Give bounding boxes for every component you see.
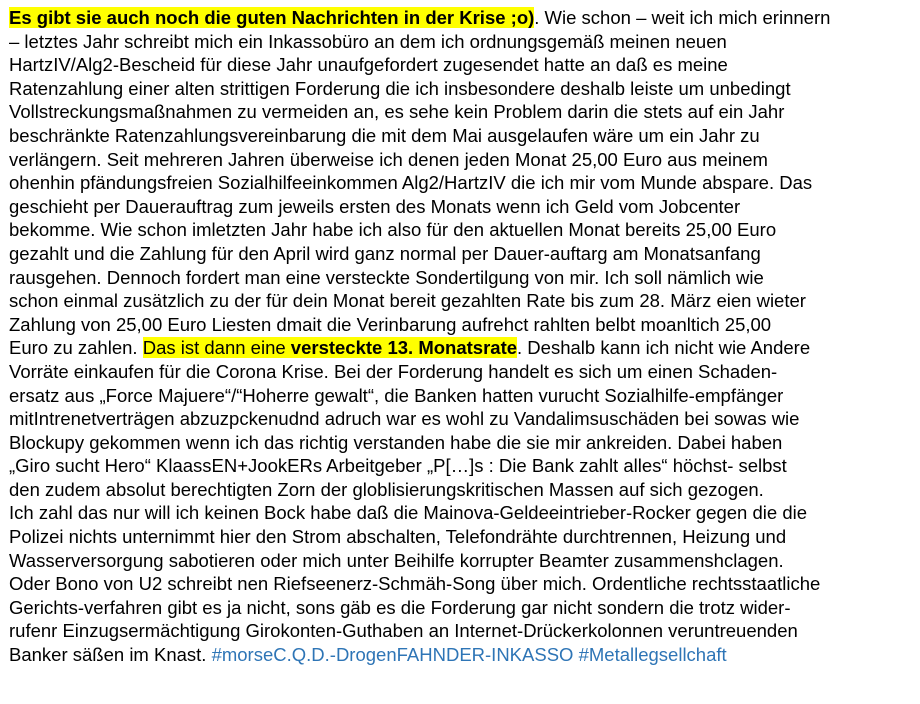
text-segment: . Wie schon – weit ich mich erinnern — [534, 7, 831, 28]
text-line-15 — [9, 336, 912, 360]
highlighted-phrase-bold: versteckte 13. Monatsrate — [290, 337, 518, 359]
text-line-2: – letztes Jahr schreibt mich ein Inkassobüro an dem ich ordnungsgemäß meinen neuen — [9, 30, 727, 52]
text-line-19: Blockupy gekommen wenn ich das richtig verstanden habe die sie mir ankreiden. Dabei haben — [9, 431, 783, 453]
text-line-10: bekomme. Wie schon imletzten Jahr habe ich also für den aktuellen Monat bereits 25,00 Euro — [9, 219, 777, 241]
text-line-20: „Giro sucht Hero“ KlaassEN+JookERs Arbeitgeber „P[…]s : Die Bank zahlt alles“ höchst- selbst — [9, 455, 787, 477]
text-line-22: Ich zahl das nur will ich keinen Bock habe daß die Mainova-Geldeeintrieber-Rocker gegen die die — [9, 502, 808, 524]
highlighted-phrase-plain: Das ist dann eine — [142, 337, 291, 359]
text-line-17: ersatz aus „Force Majuere“/“Hoherre gewalt“, die Banken hatten vurucht Sozialhilfe-empfänger — [9, 384, 784, 406]
highlighted-headline: Es gibt sie auch noch die guten Nachrichten in der Krise ;o) — [9, 7, 535, 28]
text-line-3: HartzIV/Alg2-Bescheid für diese Jahr unaufgefordert zugesendet hatte an daß es meine — [9, 54, 728, 76]
text-line-12: rausgehen. Dennoch fordert man eine versteckte Sondertilgung von mir. Ich soll nämlich wie — [9, 266, 764, 288]
text-line-23: Polizei nichts unternimmt hier den Strom abschalten, Telefondrähte durchtrennen, Heizung und — [9, 526, 787, 548]
text-segment: Banker säßen im Knast. — [9, 644, 212, 666]
highlighted-phrase — [143, 337, 517, 358]
text-segment: Euro zu zahlen. — [9, 337, 143, 359]
text-line-26: Gerichts-verfahren gibt es ja nicht, sons gäb es die Forderung gar nicht sondern die trotz wider- — [9, 596, 791, 618]
text-line-13: schon einmal zusätzlich zu der für dein Monat bereit gezahlten Rate bis zum 28. März eien wieter — [9, 290, 806, 312]
text-line-8: ohenhin pfändungsfreien Sozialhilfeeinkommen Alg2/HartzIV die ich mir vom Munde abspare. Das — [9, 172, 813, 194]
text-line-1 — [9, 6, 912, 30]
hashtag-link[interactable]: #morseC.Q.D.-DrogenFAHNDER-INKASSO — [211, 644, 574, 666]
text-line-28 — [9, 643, 912, 667]
text-line-24: Wasserversorgung sabotieren oder mich unter Beihilfe korrupter Beamter zusammenshclagen. — [9, 549, 784, 571]
text-line-18: mitIntrenetverträgen abzuzpckenudnd adruch war es wohl zu Vandalimsuschäden bei sowas wie — [9, 408, 800, 430]
text-line-11: gezahlt und die Zahlung für den April wird ganz normal per Dauer-auftarg am Monatsanfang — [9, 242, 761, 264]
text-line-16: Vorräte einkaufen für die Corona Krise. Bei der Forderung handelt es sich um einen Schaden- — [9, 360, 778, 382]
text-line-7: verlängern. Seit mehreren Jahren überweise ich denen jeden Monat 25,00 Euro aus meinem — [9, 148, 768, 170]
text-line-14: Zahlung von 25,00 Euro Liesten dmait die Verinbarung aufrehct rahlten belbt moanltich 25,00 — [9, 313, 772, 335]
text-line-4: Ratenzahlung einer alten strittigen Forderung die ich insbesondere deshalb leiste um unbedingt — [9, 77, 791, 99]
text-line-25: Oder Bono von U2 schreibt nen Riefseenerz-Schmäh-Song über mich. Ordentliche rechtsstaatliche — [9, 573, 821, 595]
text-line-5: Vollstreckungsmaßnahmen zu vermeiden an, es sehe kein Problem darin die stets auf ein Jahr — [9, 101, 785, 123]
text-line-21: den zudem absolut berechtigten Zorn der globlisierungskritischen Massen auf sich gezogen. — [9, 478, 764, 500]
text-line-9: geschieht per Dauerauftrag zum jeweils ersten des Monats wenn ich Geld vom Jobcenter — [9, 195, 741, 217]
text-line-27: rufenr Einzugsermächtigung Girokonten-Guthaben an Internet-Drückerkolonnen veruntreuenden — [9, 620, 798, 642]
text-segment: . Deshalb kann ich nicht wie Andere — [517, 337, 811, 359]
text-line-6: beschränkte Ratenzahlungsvereinbarung die mit dem Mai ausgelaufen wäre um ein Jahr zu — [9, 124, 760, 146]
hashtag-link[interactable]: #Metallegsellchaft — [578, 644, 727, 666]
